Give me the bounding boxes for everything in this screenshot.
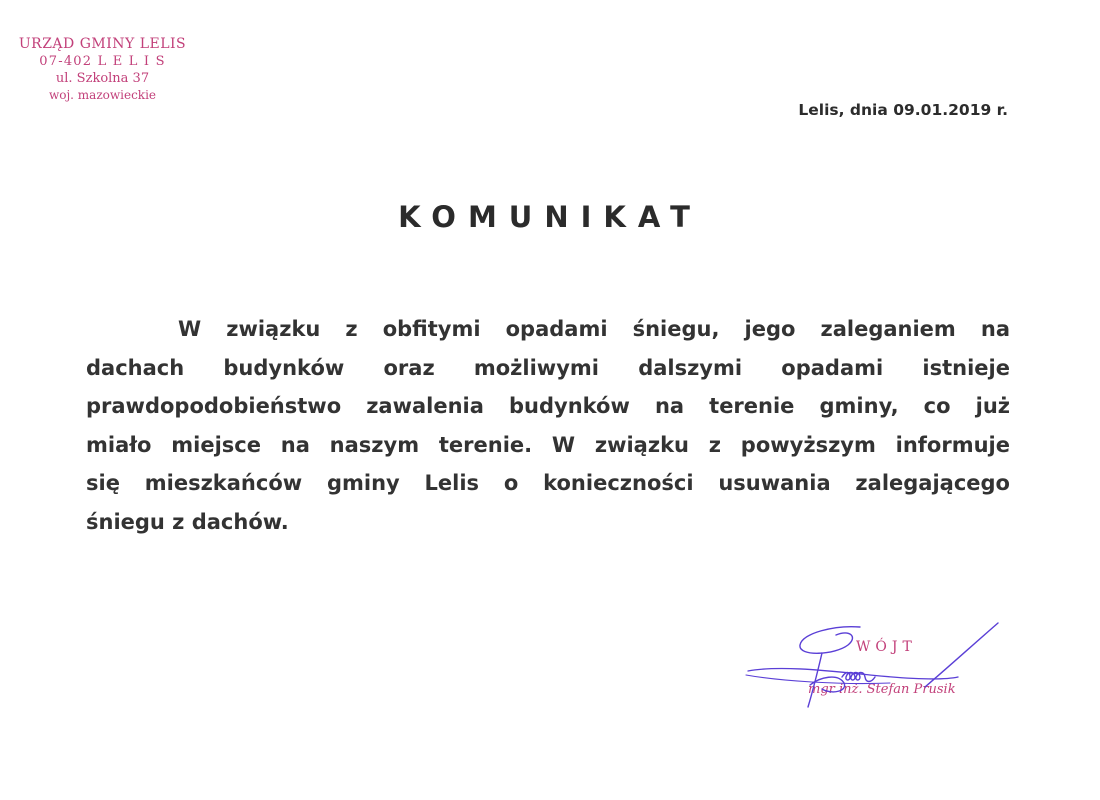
body-line: się mieszkańców gminy Lelis o konieczności usuwania zalegającego bbox=[86, 471, 1010, 495]
signature-role-stamp: WÓJT bbox=[856, 639, 917, 655]
announcement-body bbox=[86, 310, 1010, 541]
body-line: dachach budynków oraz możliwymi dalszymi opadami istnieje bbox=[86, 355, 1010, 380]
signature-block bbox=[740, 615, 1010, 715]
stamp-office-name: URZĄD GMINY LELIS bbox=[18, 36, 187, 52]
handwritten-signature bbox=[740, 615, 1010, 715]
document-date: Lelis, dnia 09.01.2019 r. bbox=[798, 101, 1008, 119]
stamp-street: ul. Szkolna 37 bbox=[55, 71, 150, 86]
signer-name-stamp: mgr inż. Stefan Prusik bbox=[808, 682, 956, 697]
body-line: prawdopodobieństwo zawalenia budynków na terenie gminy, co już bbox=[86, 394, 1010, 418]
body-line: miało miejsce na naszym terenie. W związku z powyższym informuje bbox=[86, 432, 1010, 457]
stamp-voivodeship: woj. mazowieckie bbox=[48, 88, 157, 102]
body-line: W związku z obfitymi opadami śniegu, jego zaleganiem na bbox=[178, 317, 1010, 341]
body-line: śniegu z dachów. bbox=[86, 509, 289, 534]
office-stamp bbox=[10, 36, 195, 104]
stamp-postal-code: 07-402 L E L I S bbox=[39, 54, 166, 69]
document-title: KOMUNIKAT bbox=[398, 200, 702, 234]
